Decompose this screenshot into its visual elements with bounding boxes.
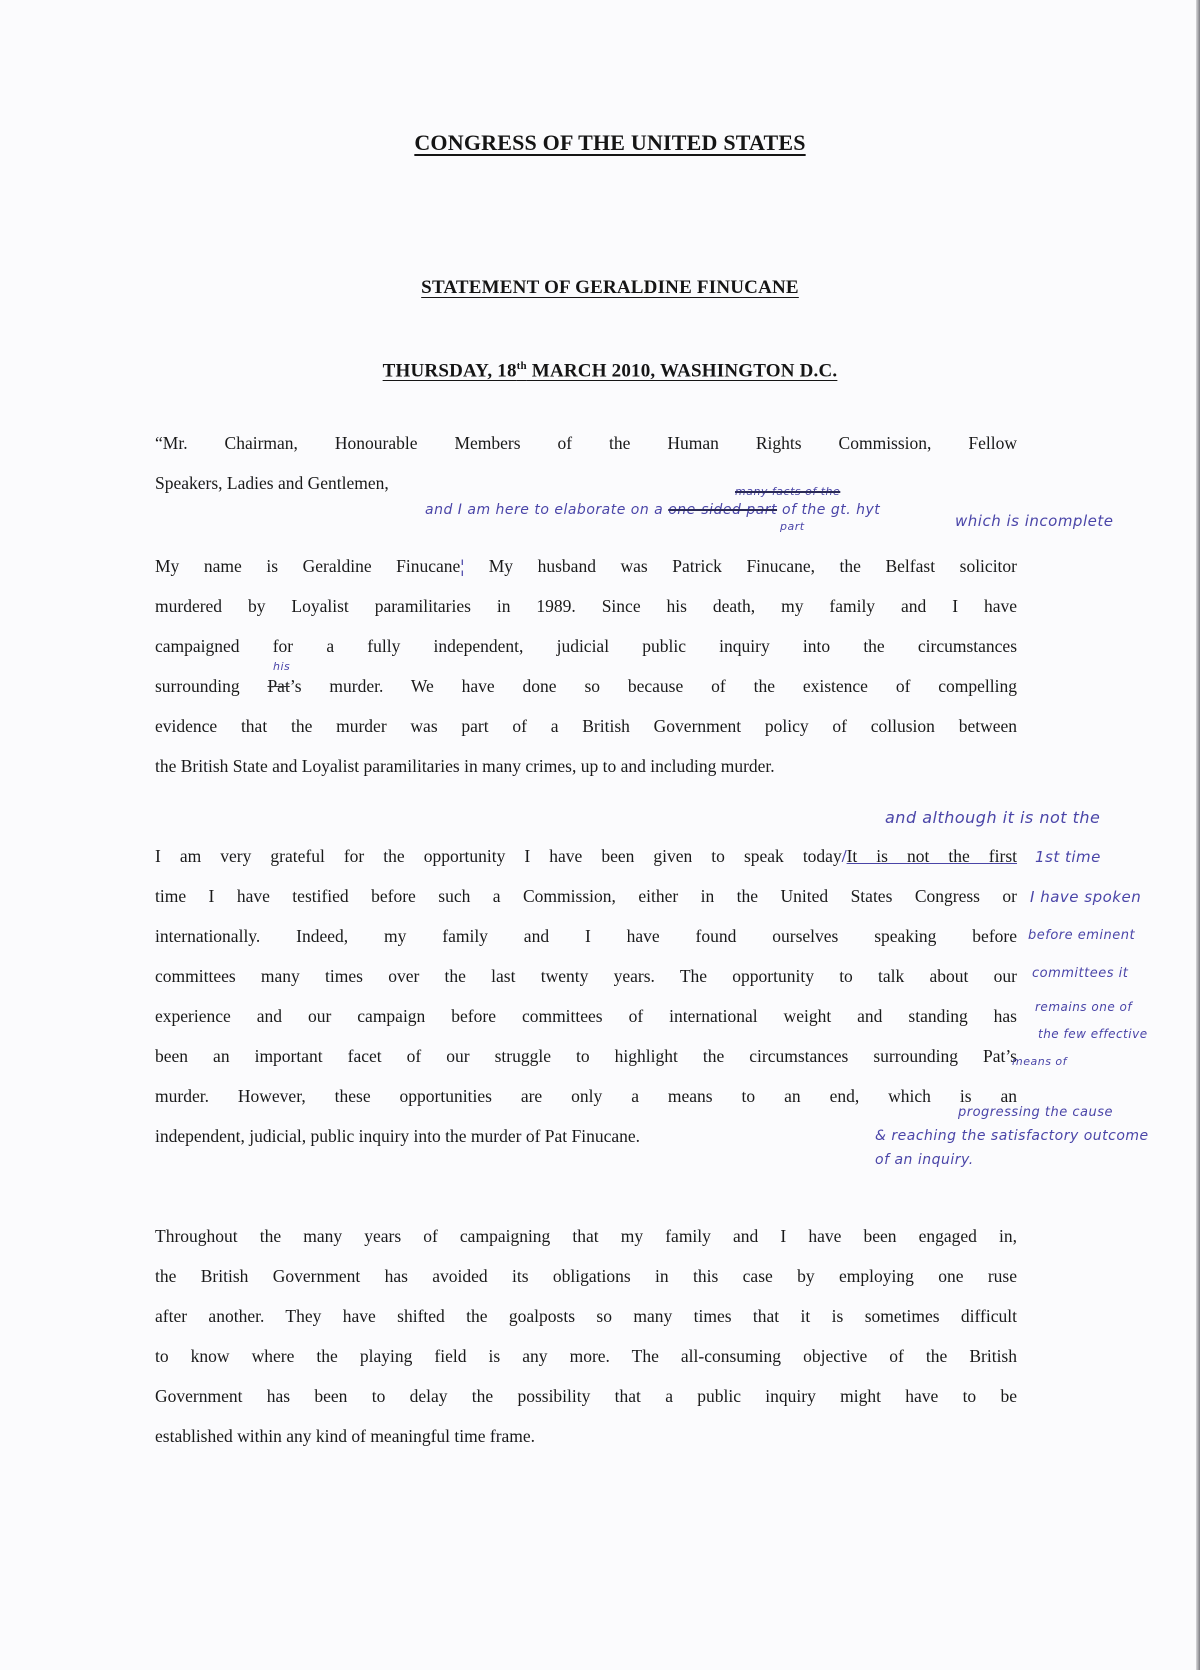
margin-note: before eminent (1028, 928, 1136, 943)
margin-note: progressing the cause (958, 1105, 1114, 1120)
insert-caret: ¦ (460, 556, 465, 576)
paragraph-line: experience and our campaign before committees of international weight and standing has (155, 1006, 1017, 1026)
paragraph-line: murder. However, these opportunities are only a means to an end, which is an (155, 1086, 1017, 1106)
paragraph-line: My name is Geraldine Finucane¦ My husband was Patrick Finucane, the Belfast solicitor (155, 556, 1017, 576)
margin-note: committees it (1032, 966, 1129, 981)
handwritten-note: and I am here to elaborate on a one-sided part of the gt. hyt (425, 502, 881, 518)
paragraph-line: to know where the playing field is any more. The all-consuming objective of the British (155, 1346, 1017, 1366)
heading-congress: CONGRESS OF THE UNITED STATES (414, 130, 806, 155)
paragraph-line: independent, judicial, public inquiry into the murder of Pat Finucane. (155, 1126, 641, 1146)
handwritten-insert: his (273, 660, 291, 673)
heading-statement: STATEMENT OF GERALDINE FINUCANE (421, 277, 799, 298)
date-suffix: MARCH 2010, WASHINGTON D.C. (526, 360, 838, 382)
salutation-line: “Mr. Chairman, Honourable Members of the Human Rights Commission, Fellow (155, 433, 1017, 453)
insert-caret: / (841, 846, 847, 866)
handwritten-note: which is incomplete (955, 512, 1114, 530)
paragraph-line: the British State and Loyalist paramilitaries in many crimes, up to and including murder. (155, 756, 775, 776)
paragraph-line: campaigned for a fully independent, judicial public inquiry into the circumstances (155, 636, 1017, 656)
paragraph-line: Government has been to delay the possibility that a public inquiry might have to be (155, 1386, 1017, 1406)
paragraph-line: I am very grateful for the opportunity I have been given to speak today/It is not the first (155, 846, 1018, 866)
paragraph-line: established within any kind of meaningful time frame. (155, 1426, 536, 1446)
paragraph-line: surrounding Pat’s murder. We have done so because of the existence of compelling (155, 676, 1017, 696)
margin-note: of an inquiry. (875, 1152, 974, 1168)
handwritten-insert: part (780, 520, 805, 533)
margin-note: means of (1012, 1055, 1068, 1068)
salutation-line: Speakers, Ladies and Gentlemen, (155, 473, 389, 493)
paragraph-line: evidence that the murder was part of a British Government policy of collusion between (155, 716, 1017, 736)
paragraph-line: murdered by Loyalist paramilitaries in 1989. Since his death, my family and I have (155, 596, 1017, 616)
margin-note: 1st time (1035, 848, 1101, 866)
margin-note: I have spoken (1030, 888, 1142, 906)
margin-note: remains one of (1035, 1000, 1133, 1014)
paragraph-line: Throughout the many years of campaigning that my family and I have been engaged in, (155, 1226, 1017, 1246)
paragraph-line: time I have testified before such a Commission, either in the United States Congress or (155, 886, 1017, 906)
paragraph-line: committees many times over the last twenty years. The opportunity to talk about our (155, 966, 1017, 986)
paragraph-line: the British Government has avoided its obligations in this case by employing one ruse (155, 1266, 1017, 1286)
margin-note: the few effective (1038, 1027, 1148, 1041)
paragraph-line: after another. They have shifted the goalposts so many times that it is sometimes difficult (155, 1306, 1017, 1326)
margin-note: and although it is not the (885, 808, 1101, 827)
paragraph-line: internationally. Indeed, my family and I have found ourselves speaking before (155, 926, 1017, 946)
date-ordinal: th (516, 360, 527, 372)
struck-word: Pat (267, 676, 290, 696)
margin-note: & reaching the satisfactory outcome (875, 1128, 1149, 1144)
paragraph-line: been an important facet of our struggle to highlight the circumstances surrounding Pat’s (155, 1046, 1017, 1066)
heading-date (0, 360, 1200, 382)
scan-edge (1196, 0, 1200, 1670)
date-prefix: THURSDAY, 18 (382, 360, 517, 382)
handwritten-insert: many facts of the (735, 485, 841, 498)
